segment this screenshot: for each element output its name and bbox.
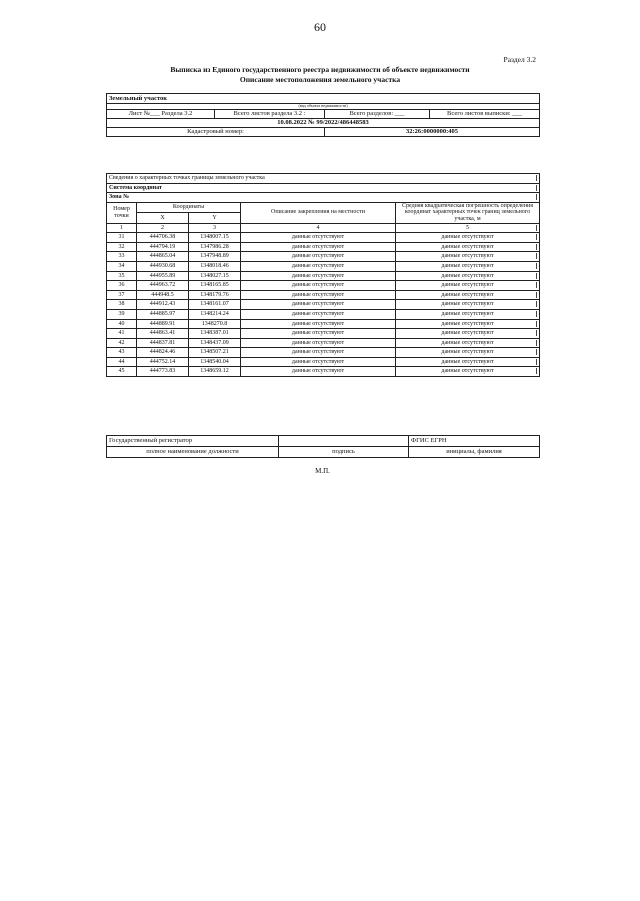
col-index-2: 2	[137, 223, 189, 233]
coord-y: 1348659.12	[189, 367, 241, 377]
col-point-number: Номер точки	[107, 202, 137, 223]
coord-y: 1348179.76	[189, 290, 241, 300]
mean-square-error: данные отсутствуют	[396, 271, 540, 281]
fixing-description: данные отсутствуют	[241, 309, 396, 319]
col-description: Описание закрепления на местности	[241, 202, 396, 223]
fixing-description: данные отсутствуют	[241, 261, 396, 271]
section-label: Раздел 3.2	[503, 55, 536, 64]
point-number: 40	[107, 319, 137, 329]
table-row	[107, 242, 540, 252]
fixing-description: данные отсутствуют	[241, 357, 396, 367]
col-y: Y	[189, 213, 241, 223]
mean-square-error: данные отсутствуют	[396, 357, 540, 367]
system-name: ФГИС ЕГРН	[409, 436, 540, 447]
table-row	[107, 367, 540, 377]
coord-y: 1348161.07	[189, 300, 241, 310]
point-number: 32	[107, 242, 137, 252]
sheet-number: Лист №___	[128, 110, 160, 118]
point-number: 43	[107, 348, 137, 358]
table-row	[107, 233, 540, 243]
stamp-place: М.П.	[315, 467, 330, 475]
coord-y: 1348387.01	[189, 329, 241, 339]
point-number: 38	[107, 300, 137, 310]
document-title: Выписка из Единого государственного реестра недвижимости об объекте недвижимости	[170, 65, 470, 74]
total-sections: Всего разделов: ___	[325, 110, 430, 119]
name-caption: инициалы, фамилия	[409, 447, 540, 458]
coordinate-system: Система координат	[107, 183, 540, 193]
coord-y: 1348214.24	[189, 309, 241, 319]
coord-x: 444948.5	[137, 290, 189, 300]
mean-square-error: данные отсутствуют	[396, 300, 540, 310]
col-index-3: 3	[189, 223, 241, 233]
fixing-description: данные отсутствуют	[241, 329, 396, 339]
col-index-1: 1	[107, 223, 137, 233]
point-number: 42	[107, 338, 137, 348]
mean-square-error: данные отсутствуют	[396, 338, 540, 348]
points-rows	[107, 233, 540, 377]
fixing-description: данные отсутствуют	[241, 281, 396, 291]
point-number: 31	[107, 233, 137, 243]
coord-y: 1348437.09	[189, 338, 241, 348]
object-type-caption: (вид объекта недвижимости)	[107, 104, 540, 110]
coord-y: 1348007.15	[189, 233, 241, 243]
object-type: Земельный участок	[107, 94, 540, 104]
fixing-description: данные отсутствуют	[241, 300, 396, 310]
points-caption: Сведения о характерных точках границы земельного участка	[107, 174, 540, 184]
point-number: 39	[107, 309, 137, 319]
mean-square-error: данные отсутствуют	[396, 290, 540, 300]
total-sheets-section: Всего листов раздела 3.2 :	[215, 110, 325, 119]
point-number: 33	[107, 252, 137, 262]
coord-y: 1348018.46	[189, 261, 241, 271]
coord-x: 444837.81	[137, 338, 189, 348]
coord-y: 1348027.15	[189, 271, 241, 281]
fixing-description: данные отсутствуют	[241, 242, 396, 252]
registrar-position: Государственный регистратор	[107, 436, 279, 447]
col-index-5: 5	[396, 223, 540, 233]
mean-square-error: данные отсутствуют	[396, 242, 540, 252]
signature-field	[279, 436, 409, 447]
coord-x: 444889.91	[137, 319, 189, 329]
point-number: 44	[107, 357, 137, 367]
point-number: 36	[107, 281, 137, 291]
mean-square-error: данные отсутствуют	[396, 233, 540, 243]
mean-square-error: данные отсутствуют	[396, 319, 540, 329]
fixing-description: данные отсутствуют	[241, 252, 396, 262]
col-index-4: 4	[241, 223, 396, 233]
table-row	[107, 261, 540, 271]
point-number: 37	[107, 290, 137, 300]
table-row	[107, 300, 540, 310]
point-number: 41	[107, 329, 137, 339]
cadastral-label: Кадастровый номер:	[107, 128, 325, 137]
total-sheets-extract: Всего листов выписки: ___	[430, 110, 540, 119]
coord-x: 444885.97	[137, 309, 189, 319]
fixing-description: данные отсутствуют	[241, 319, 396, 329]
table-row	[107, 252, 540, 262]
coord-y: 1347986.28	[189, 242, 241, 252]
coord-x: 444752.14	[137, 357, 189, 367]
mean-square-error: данные отсутствуют	[396, 252, 540, 262]
cadastral-number: 32:26:0000000:405	[325, 128, 540, 137]
fixing-description: данные отсутствуют	[241, 233, 396, 243]
extract-header-table	[106, 93, 540, 137]
document-subtitle: Описание местоположения земельного участка	[239, 75, 401, 84]
table-row	[107, 348, 540, 358]
coord-x: 444963.72	[137, 281, 189, 291]
point-number: 34	[107, 261, 137, 271]
col-coordinates: Координаты	[137, 202, 241, 212]
mean-square-error: данные отсутствуют	[396, 329, 540, 339]
date-and-number: 10.08.2022 № 99/2022/486448583	[107, 119, 540, 128]
table-row	[107, 338, 540, 348]
coord-x: 444773.83	[137, 367, 189, 377]
signature-table	[106, 435, 540, 458]
coord-y: 1348540.04	[189, 357, 241, 367]
table-row	[107, 329, 540, 339]
table-row	[107, 281, 540, 291]
mean-square-error: данные отсутствуют	[396, 281, 540, 291]
mean-square-error: данные отсутствуют	[396, 309, 540, 319]
point-number: 35	[107, 271, 137, 281]
mean-square-error: данные отсутствуют	[396, 261, 540, 271]
fixing-description: данные отсутствуют	[241, 271, 396, 281]
coord-x: 444865.04	[137, 252, 189, 262]
mean-square-error: данные отсутствуют	[396, 348, 540, 358]
fixing-description: данные отсутствуют	[241, 348, 396, 358]
coord-y: 1348270.8	[189, 319, 241, 329]
coord-y: 1348165.85	[189, 281, 241, 291]
coord-x: 444955.89	[137, 271, 189, 281]
position-caption: полное наименование должности	[107, 447, 279, 458]
col-error: Средняя квадратическая погрешность определения координат характерных точек границ земельного участка, м	[396, 202, 540, 223]
sheet-number-cell	[107, 110, 215, 119]
coord-x: 444930.68	[137, 261, 189, 271]
signature-caption: подпись	[279, 447, 409, 458]
coord-y: 1347948.89	[189, 252, 241, 262]
page-number: 60	[314, 20, 326, 34]
coord-x: 444794.19	[137, 242, 189, 252]
coord-x: 444912.43	[137, 300, 189, 310]
fixing-description: данные отсутствуют	[241, 367, 396, 377]
coord-x: 444863.41	[137, 329, 189, 339]
fixing-description: данные отсутствуют	[241, 290, 396, 300]
coord-x: 444824.46	[137, 348, 189, 358]
point-number: 45	[107, 367, 137, 377]
mean-square-error: данные отсутствуют	[396, 367, 540, 377]
table-row	[107, 309, 540, 319]
table-row	[107, 319, 540, 329]
col-x: X	[137, 213, 189, 223]
fixing-description: данные отсутствуют	[241, 338, 396, 348]
table-row	[107, 290, 540, 300]
zone-number: Зона №	[107, 193, 540, 203]
section-of: Раздела 3.2	[161, 110, 193, 118]
coord-y: 1348507.21	[189, 348, 241, 358]
table-row	[107, 357, 540, 367]
coord-x: 444706.38	[137, 233, 189, 243]
boundary-points-table	[106, 173, 540, 377]
table-row	[107, 271, 540, 281]
